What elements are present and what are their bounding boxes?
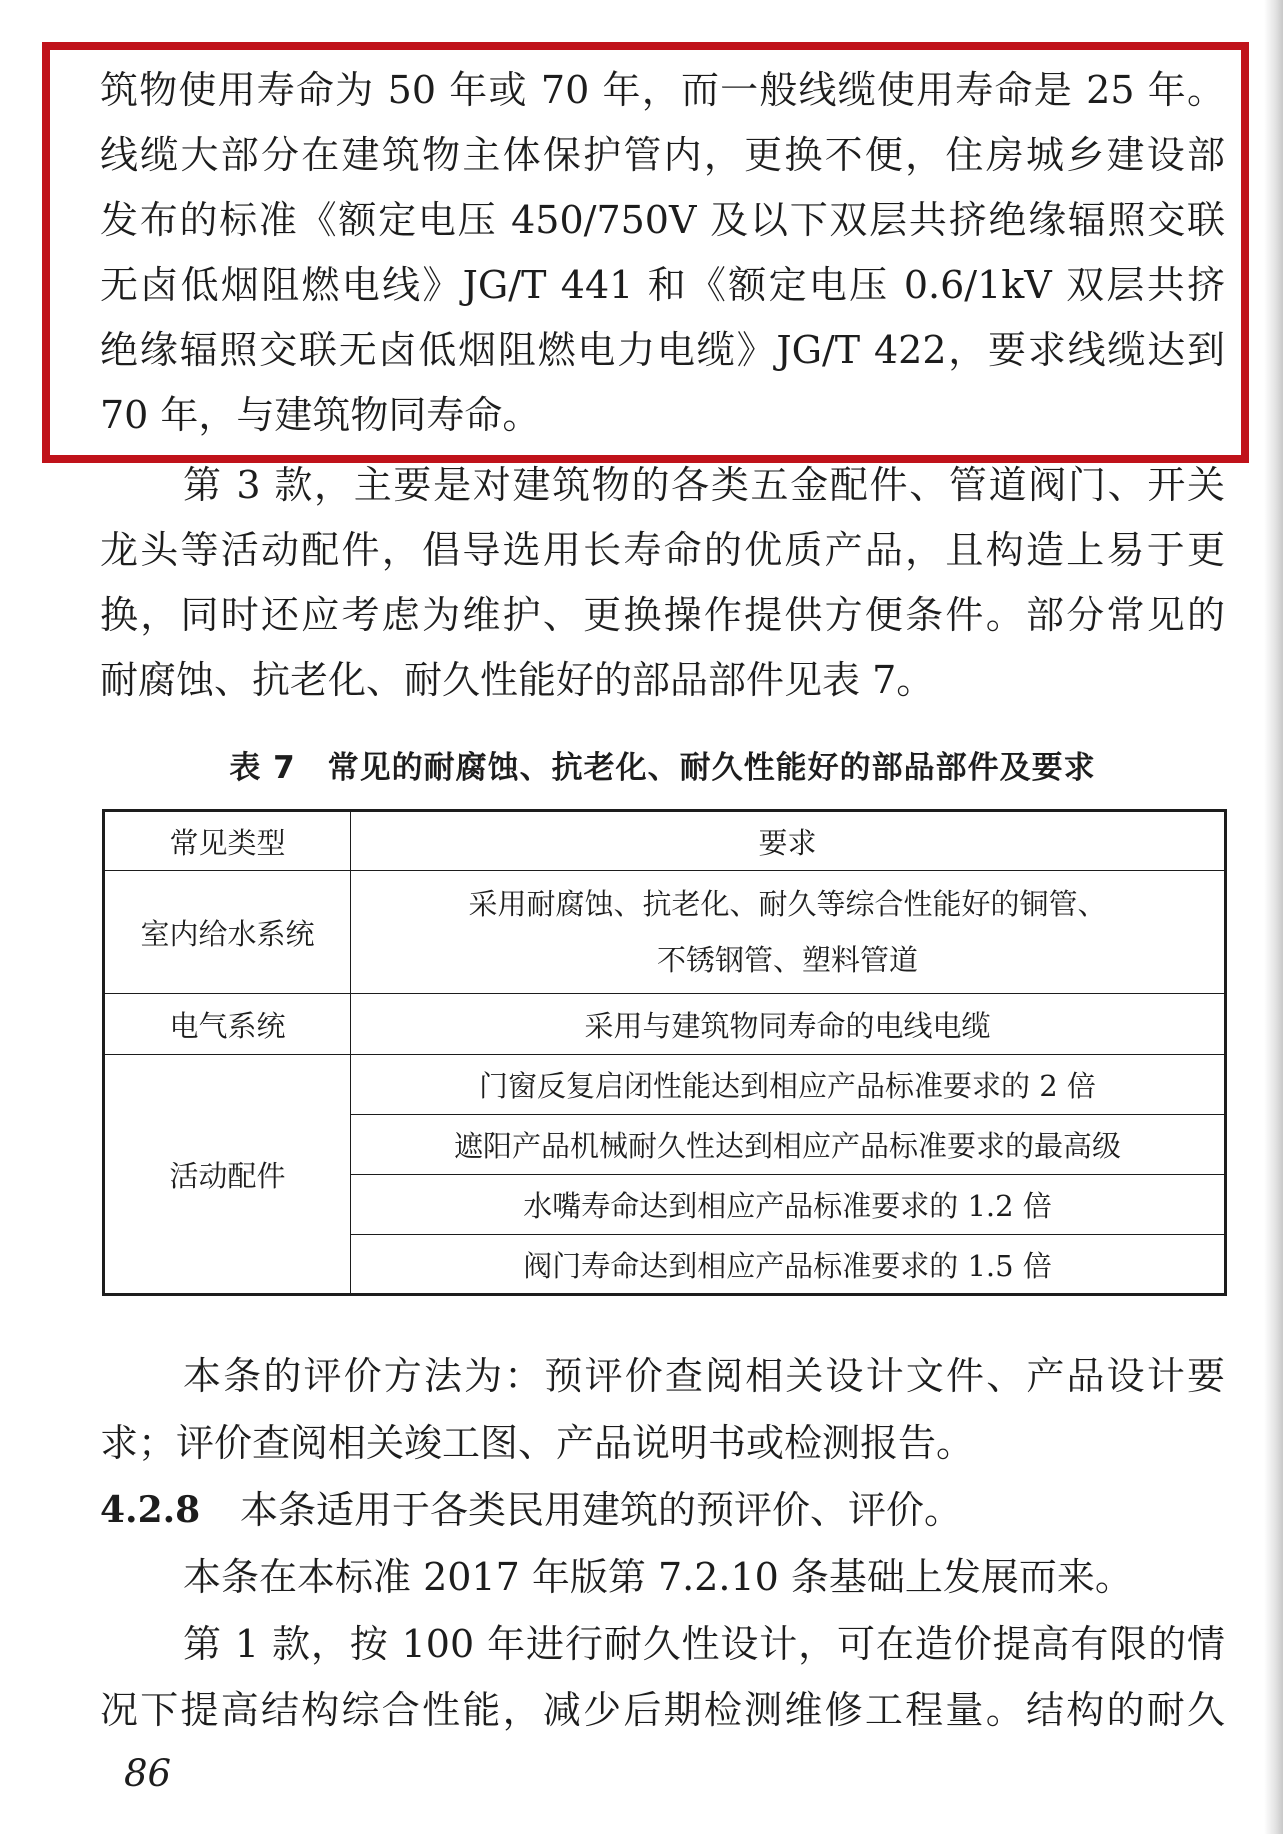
- highlight-box: [42, 42, 1249, 463]
- text-line: 绝缘辐照交联无卤低烟阻燃电力电缆》JG/T 422，要求线缆达到: [100, 328, 1225, 372]
- text-line: 发布的标准《额定电压 450/750V 及以下双层共挤绝缘辐照交联: [100, 198, 1225, 242]
- cell-type: 室内给水系统: [104, 871, 351, 994]
- text-line: 况下提高结构综合性能，减少后期检测维修工程量。结构的耐久: [100, 1688, 1225, 1732]
- cell-requirement: [351, 871, 1226, 994]
- clause-heading-text: 本条适用于各类民用建筑的预评价、评价。: [240, 1488, 963, 1532]
- text-line: 龙头等活动配件，倡导选用长寿命的优质产品，且构造上易于更: [100, 528, 1225, 572]
- cell-type: 活动配件: [104, 1055, 351, 1295]
- table-header-row: [104, 811, 1226, 871]
- cell-requirement: 水嘴寿命达到相应产品标准要求的 1.2 倍: [351, 1175, 1226, 1235]
- cell-requirement: 遮阳产品机械耐久性达到相应产品标准要求的最高级: [351, 1115, 1226, 1175]
- column-header-type: 常见类型: [104, 811, 351, 871]
- cell-requirement: 门窗反复启闭性能达到相应产品标准要求的 2 倍: [351, 1055, 1226, 1115]
- text-line: 换，同时还应考虑为维护、更换操作提供方便条件。部分常见的: [100, 593, 1225, 637]
- text-line: 求；评价查阅相关竣工图、产品说明书或检测报告。: [100, 1421, 975, 1465]
- clause-number: 4.2.8: [100, 1489, 201, 1531]
- text-line: 70 年，与建筑物同寿命。: [100, 393, 541, 437]
- page-number: 86: [124, 1752, 172, 1795]
- paragraph-origin: 本条在本标准 2017 年版第 7.2.10 条基础上发展而来。: [183, 1555, 1133, 1599]
- cell-requirement: 采用与建筑物同寿命的电线电缆: [351, 994, 1226, 1055]
- text-line: 第 1 款，按 100 年进行耐久性设计，可在造价提高有限的情: [183, 1622, 1225, 1666]
- table-row: [104, 994, 1226, 1055]
- text-line: 耐腐蚀、抗老化、耐久性能好的部品部件见表 7。: [100, 658, 935, 702]
- text-line: 本条的评价方法为：预评价查阅相关设计文件、产品设计要: [183, 1354, 1225, 1398]
- column-header-requirement: 要求: [351, 811, 1226, 871]
- cell-type: 电气系统: [104, 994, 351, 1055]
- table-7: [102, 809, 1227, 1296]
- cell-requirement: 阀门寿命达到相应产品标准要求的 1.5 倍: [351, 1235, 1226, 1295]
- text-line: 第 3 款，主要是对建筑物的各类五金配件、管道阀门、开关: [183, 463, 1225, 507]
- table-title: 表 7 常见的耐腐蚀、抗老化、耐久性能好的部品部件及要求: [229, 750, 1096, 786]
- requirement-line: 不锈钢管、塑料管道: [656, 943, 918, 977]
- page-edge-shadow: [1264, 0, 1283, 1834]
- text-line: 线缆大部分在建筑物主体保护管内，更换不便，住房城乡建设部: [100, 133, 1225, 177]
- text-line: 筑物使用寿命为 50 年或 70 年，而一般线缆使用寿命是 25 年。: [100, 68, 1225, 112]
- table-row: [104, 871, 1226, 994]
- table-row: [104, 1055, 1226, 1115]
- text-line: 无卤低烟阻燃电线》JG/T 441 和《额定电压 0.6/1kV 双层共挤: [100, 263, 1225, 307]
- requirement-line: 采用耐腐蚀、抗老化、耐久等综合性能好的铜管、: [468, 887, 1107, 921]
